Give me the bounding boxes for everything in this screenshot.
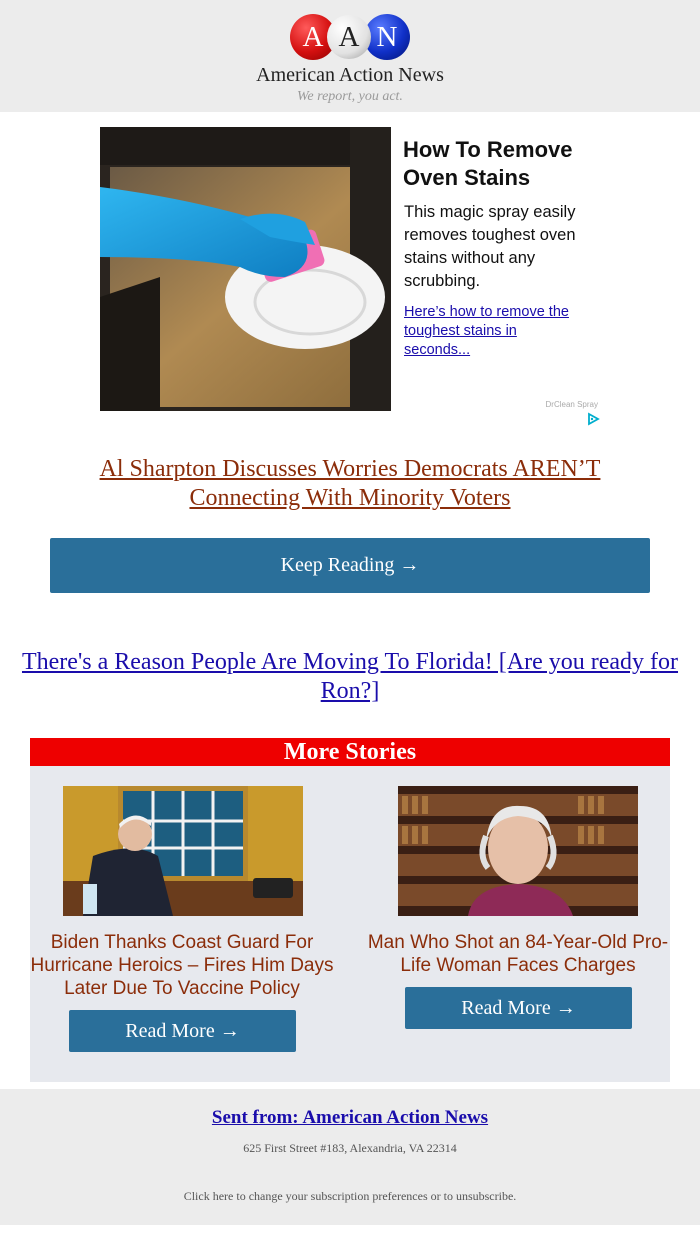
florida-promo-link[interactable]: There's a Reason People Are Moving To Florida! [Are you ready for Ron?]: [21, 649, 679, 704]
mailing-address: 625 First Street #183, Alexandria, VA 22314: [243, 1141, 457, 1155]
read-more-button-biden[interactable]: Read More →: [69, 1010, 296, 1052]
keep-reading-button[interactable]: Keep Reading →: [50, 538, 650, 593]
logo-letter-n-blue: N: [364, 14, 410, 60]
story-title-pro-life-woman[interactable]: Man Who Shot an 84-Year-Old Pro-Life Woman Faces Charges: [367, 932, 669, 976]
read-more-button-pro-life-woman[interactable]: Read More →: [405, 987, 632, 1029]
ad-link[interactable]: Here’s how to remove the toughest stains in seconds...: [404, 304, 569, 358]
logo-letter-a-white: A: [327, 15, 371, 59]
more-stories-section: [30, 738, 670, 1082]
story-title-biden[interactable]: Biden Thanks Coast Guard For Hurricane Heroics – Fires Him Days Later Due To Vaccine Policy: [30, 932, 334, 999]
adchoices-icon[interactable]: [586, 412, 600, 426]
ad-title[interactable]: How To Remove Oven Stains: [403, 137, 573, 190]
ad-image-oven-cleaning[interactable]: [100, 127, 391, 411]
more-stories-heading: More Stories: [30, 738, 670, 766]
ad-sponsor: DrClean Spray: [545, 400, 598, 409]
email-header: [0, 0, 700, 112]
email-footer: [0, 1089, 700, 1225]
story-image-pro-life-woman[interactable]: [398, 786, 638, 916]
unsubscribe-link[interactable]: Click here to change your subscription preferences or to unsubscribe.: [183, 1189, 517, 1203]
sent-from-link[interactable]: Sent from: American Action News: [211, 1107, 489, 1128]
logo-letter-a-red: A: [290, 14, 336, 60]
ad-body: This magic spray easily removes toughest oven stains without any scrubbing.: [404, 203, 576, 290]
brand-name: American Action News: [256, 64, 444, 86]
tagline: We report, you act.: [297, 89, 403, 104]
article-headline-link[interactable]: Al Sharpton Discusses Worries Democrats AREN’T Connecting With Minority Voters: [99, 456, 601, 511]
story-image-biden[interactable]: [63, 786, 303, 916]
aan-logo[interactable]: [290, 14, 412, 64]
